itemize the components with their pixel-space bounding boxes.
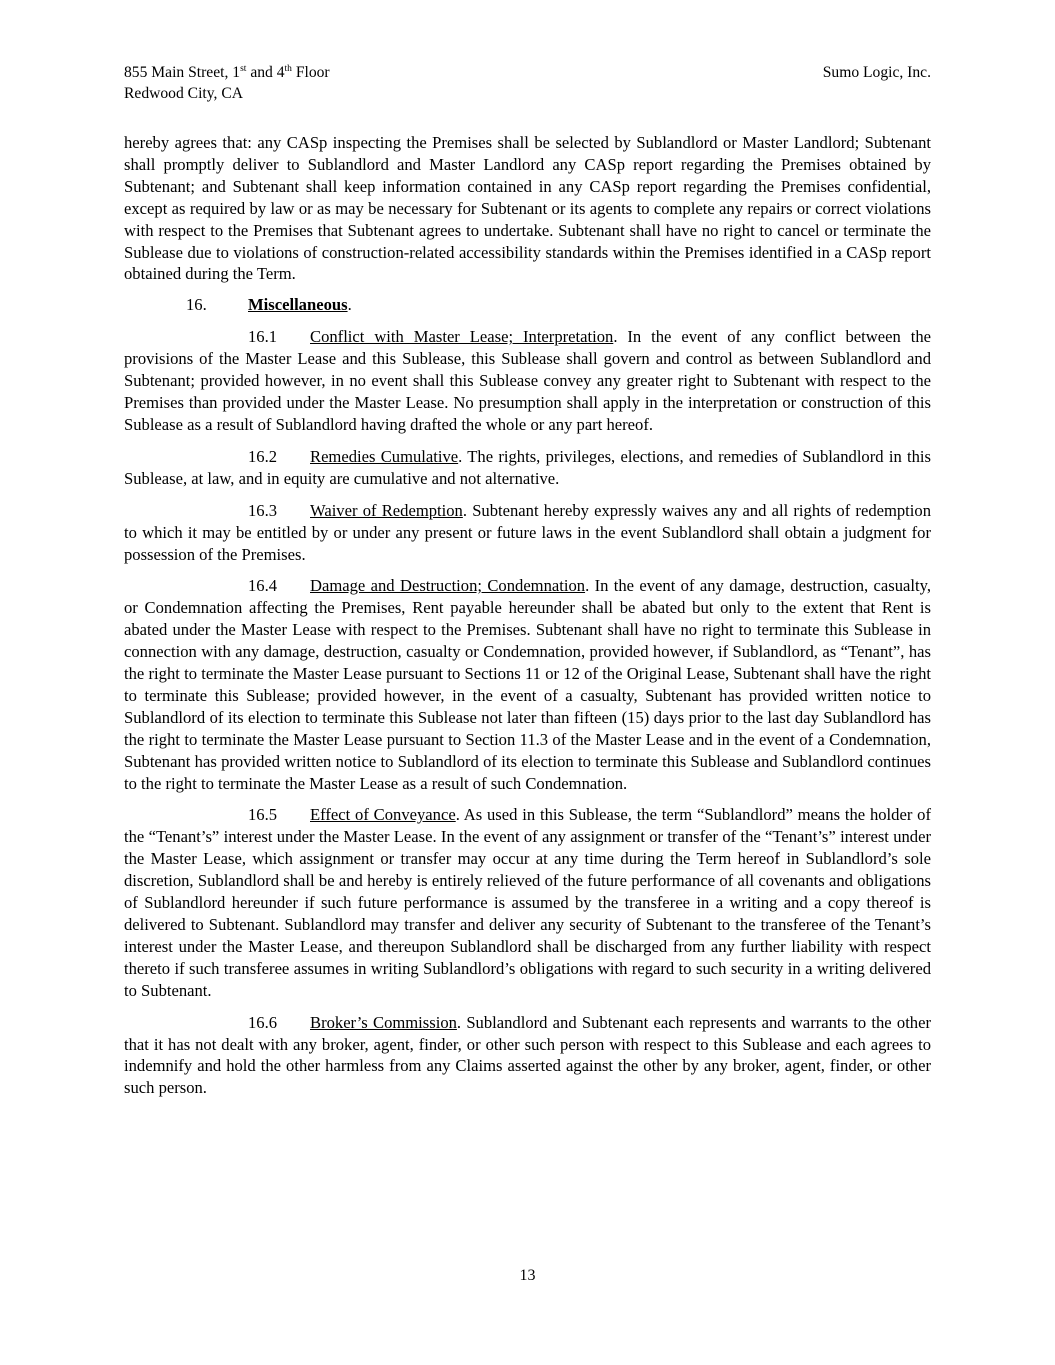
section-title: Damage and Destruction; Condemnation (310, 576, 586, 596)
section-16-4 (124, 575, 931, 794)
section-16-6 (124, 1012, 931, 1100)
section-number: 16.2 (248, 446, 278, 466)
section-16-2 (124, 446, 931, 490)
heading-number: 16. (186, 295, 207, 315)
intro-paragraph: hereby agrees that: any CASp inspecting the Premises shall be selected by Sublandlord or Master Landlord; Subtenant shall promptly deliver to Sublandlord and Master Landlord any CASp report regarding the Premises obtained by Subtenant; and Subtenant shall keep information contained in any CASp report regarding the Premises confidential, except as required by law or as may be necessary for Subtenant or its agents to complete any repairs or correct violations with respect to the Premises that Subtenant agrees to undertake. Subtenant shall have no right to cancel or terminate the Sublease due to violations of construction-related accessibility standards within the Premises identified in a CASp report obtained during the Term. (124, 133, 931, 284)
heading-title: Miscellaneous (248, 295, 348, 315)
page-number: 13 (519, 1267, 536, 1284)
section-number: 16.3 (248, 500, 278, 520)
section-title: Broker’s Commission (310, 1012, 457, 1032)
section-text: . The rights, privileges, elections, and remedies of Sublandlord in this Sublease, at law, and in equity are cumulative and not alternative. (124, 446, 931, 488)
section-16-5 (124, 804, 931, 1001)
section-text: . Sublandlord and Subtenant each represents and warrants to the other that it has not dealt with any broker, agent, finder, or other such person with respect to this Sublease and each agrees to indemnify and hold the other harmless from any Claims asserted against the other by any broker, agent, finder, or other such person. (124, 1012, 931, 1098)
document-page (124, 62, 931, 1099)
page-header (124, 62, 931, 104)
section-title: Conflict with Master Lease; Interpretation (310, 327, 614, 347)
section-number: 16.1 (248, 327, 278, 347)
section-number: 16.4 (248, 576, 278, 596)
header-company: Sumo Logic, Inc. (822, 64, 931, 81)
header-address (124, 62, 330, 104)
section-heading: 16. Miscellaneous. (124, 294, 931, 316)
section-text: . As used in this Sublease, the term “Sublandlord” means the holder of the “Tenant’s” interest under the Master Lease. In the event of any assignment or transfer of the “Tenant’s” interest under the Master Lease, which assignment or transfer may occur at any time during the Term hereof in Sublandlord’s sole discretion, Sublandlord shall be and hereby is entirely relieved of the future performance of all covenants and obligations of Sublandlord hereunder if such future performance is assumed by the transferee in a writing and a copy thereof is delivered to Subtenant. Sublandlord may transfer and deliver any security of Subtenant to the transferee of the Tenant’s interest under the Master Lease, and thereupon Sublandlord shall be discharged from any further liability with respect thereto if such transferee assumes in writing Sublandlord’s obligations with regard to such security in a writing delivered to Subtenant. (124, 805, 931, 1000)
address-line-2: Redwood City, CA (124, 85, 243, 102)
section-title: Effect of Conveyance (310, 805, 456, 825)
section-text: . In the event of any conflict between the provisions of the Master Lease and this Sublease, this Sublease shall govern and control as between Sublandlord and Subtenant; provided however, in no event shall this Sublease convey any greater right to Subtenant with respect to the Premises than provided under the Master Lease. No presumption shall apply in the interpretation or construction of this Sublease as a result of Sublandlord having drafted the whole or any part hereof. (124, 327, 931, 434)
section-title: Waiver of Redemption (310, 500, 463, 520)
section-16-3 (124, 500, 931, 566)
section-16-1 (124, 326, 931, 436)
section-number: 16.6 (248, 1012, 278, 1032)
section-text: . In the event of any damage, destruction, casualty, or Condemnation affecting the Premises, Rent payable hereunder shall be abated but only to the extent that Rent is abated under the Master Lease with respect to the Premises. Subtenant shall have no right to terminate this Sublease in connection with any damage, destruction, casualty or Condemnation, provided however, if Sublandlord, as “Tenant”, has the right to terminate the Master Lease pursuant to Sections 11 or 12 of the Original Lease, Subtenant shall have the right to terminate this Sublease; provided however, in the event of a casualty, Subtenant has provided written notice to Sublandlord of its election to terminate this Sublease not later than fifteen (15) days prior to the last day Sublandlord has the right to terminate the Master Lease pursuant to Section 11.3 of the Master Lease and in the event of a Condemnation, Subtenant has provided written notice to Sublandlord of its election to terminate this Sublease and Sublandlord continues to the right to terminate the Master Lease as a result of such Condemnation. (124, 576, 931, 793)
section-title: Remedies Cumulative (310, 446, 459, 466)
address-line-1: 855 Main Street, 1st and 4th Floor (124, 64, 330, 81)
section-text: . Subtenant hereby expressly waives any and all rights of redemption to which it may be entitled by or under any present or future laws in the event Sublandlord shall obtain a judgment for possession of the Premises. (124, 500, 931, 564)
section-number: 16.5 (248, 805, 278, 825)
